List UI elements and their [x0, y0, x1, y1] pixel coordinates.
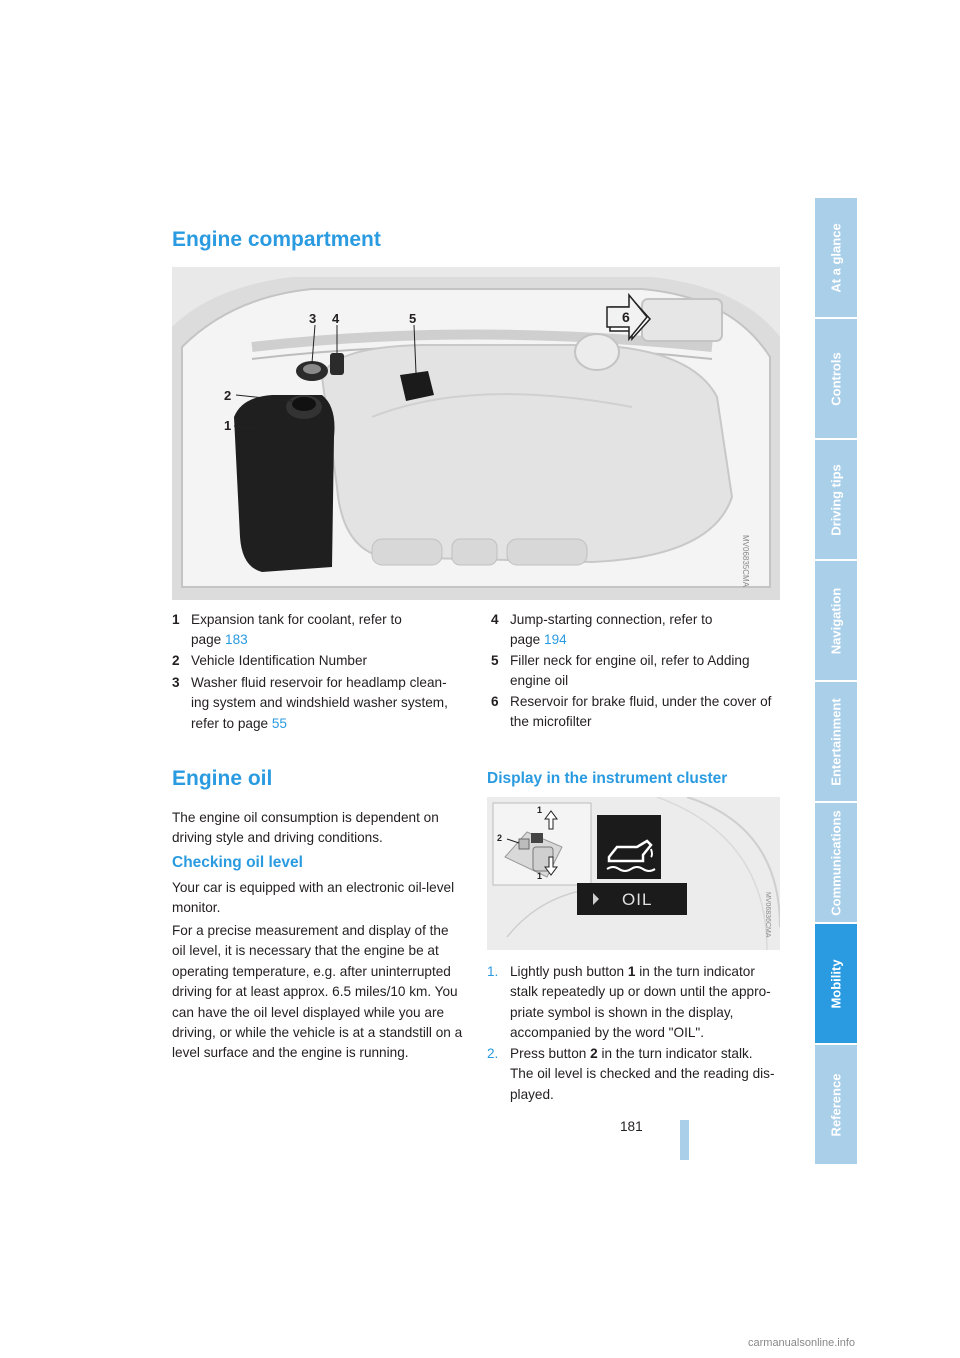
figure-label-1: 1: [224, 418, 232, 433]
page-number-bar: [680, 1120, 689, 1160]
page-link-55[interactable]: 55: [271, 715, 287, 731]
oil-measurement-paragraph: For a precise measurement and display of the oil level, it is necessary that the engine be at operating temperature, e.g. after uninterrupted driving for at least approx. 6.5 miles/10 km. You can have the oil level displayed while you are driving, or while the vehicle is at a standstill on a level surface and the engine is running.: [172, 923, 463, 1061]
subsection-title-display-cluster: Display in the instrument cluster: [487, 770, 728, 787]
stalk-label-1-top: 1: [537, 805, 543, 815]
tab-entertainment[interactable]: Entertainment: [815, 682, 857, 803]
figure-label-3: 3: [309, 311, 317, 326]
footer-watermark: carmanualsonline.info: [748, 1337, 856, 1349]
figure-label-5: 5: [409, 311, 417, 326]
engine-compartment-figure: [172, 267, 780, 600]
figure-label-6: 6: [622, 309, 630, 325]
tab-reference[interactable]: Reference: [815, 1045, 857, 1166]
oil-display-label: OIL: [622, 890, 653, 909]
tab-driving-tips[interactable]: Driving tips: [815, 440, 857, 561]
oil-monitor-paragraph: Your car is equipped with an electronic oil-level monitor.: [172, 880, 455, 916]
figure-label-2: 2: [224, 388, 232, 403]
section-title-engine-compartment: Engine compartment: [172, 228, 381, 251]
tab-controls[interactable]: Controls: [815, 319, 857, 440]
subsection-title-checking-oil-level: Checking oil level: [172, 854, 303, 871]
chapter-tabs: [815, 198, 857, 1166]
stalk-label-2: 2: [497, 833, 503, 843]
figure-code: MV06835CMA: [741, 535, 750, 588]
engine-oil-intro: The engine oil consumption is dependent on driving style and driving conditions.: [172, 810, 439, 846]
section-title-engine-oil: Engine oil: [172, 767, 273, 790]
tab-communications[interactable]: Communications: [815, 803, 857, 924]
figure-label-4: 4: [332, 311, 340, 326]
tab-navigation[interactable]: Navigation: [815, 561, 857, 682]
tab-mobility[interactable]: Mobility: [815, 924, 857, 1045]
page-number: 181: [620, 1119, 643, 1134]
tab-at-a-glance[interactable]: At a glance: [815, 198, 857, 319]
page-link-183[interactable]: 183: [225, 632, 248, 648]
cluster-figure-code: MV06836CMA: [764, 892, 771, 938]
stalk-label-1-bottom: 1: [537, 871, 543, 881]
page-link-194[interactable]: 194: [544, 632, 567, 648]
instrument-cluster-figure: [487, 797, 780, 950]
